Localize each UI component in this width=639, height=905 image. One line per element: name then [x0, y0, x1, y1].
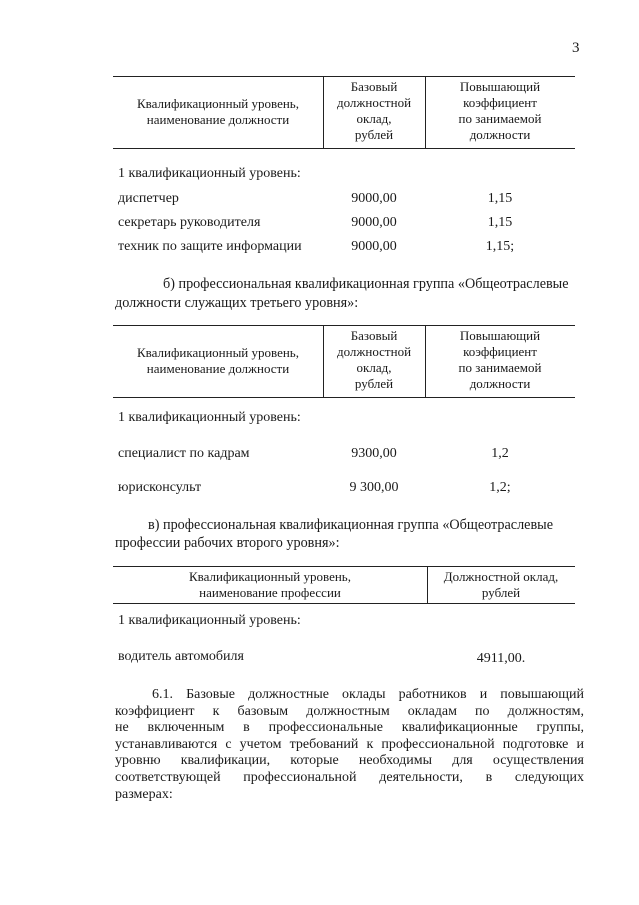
table-1-level-label: 1 квалификационный уровень:	[118, 166, 301, 181]
coefficient-value: 1,15	[487, 215, 513, 230]
paragraph-v-line-2: профессии рабочих второго уровня»:	[115, 535, 340, 551]
position-name: секретарь руководителя	[118, 215, 261, 230]
salary-value: 9 300,00	[349, 480, 399, 495]
paragraph-6-1: 6.1. Базовые должностные оклады работников и повышающий коэффициент к базовым должностным окладам по должностям, не включенным в профессиональные квалификационные группы, устанавливаются с учетом требований к профессиональной подготовке и уровню квалификации, которые необходимы для осуществления соответствующей профессиональной деятельности, в следующих размерах:	[115, 687, 584, 802]
table-2-header-rule	[113, 397, 575, 398]
page-number: 3	[572, 40, 580, 56]
salary-value: 9000,00	[351, 239, 397, 254]
salary-value: 9300,00	[351, 446, 397, 461]
table-3-header-qualification: Квалификационный уровень, наименование профессии	[189, 569, 351, 600]
table-3-level-label: 1 квалификационный уровень:	[118, 613, 301, 628]
coefficient-value: 1,15;	[485, 239, 515, 254]
coefficient-value: 1,2	[491, 446, 509, 461]
salary-value: 4911,00.	[476, 651, 526, 666]
table-2-header-salary: Базовый должностной оклад, рублей	[336, 328, 412, 391]
table-1-header-coefficient: Повышающий коэффициент по занимаемой должности	[458, 79, 542, 142]
table-3-header-salary: Должностной оклад, рублей	[443, 569, 559, 600]
coefficient-value: 1,15	[487, 191, 513, 206]
table-1-header-salary: Базовый должностной оклад, рублей	[336, 79, 412, 142]
table-2-top-rule	[113, 325, 575, 326]
table-3-top-rule	[113, 566, 575, 567]
coefficient-value: 1,2;	[489, 480, 511, 495]
position-name: водитель автомобиля	[118, 649, 244, 664]
table-2-level-label: 1 квалификационный уровень:	[118, 410, 301, 425]
table-1-header-rule	[113, 148, 575, 149]
position-name: диспетчер	[118, 191, 179, 206]
table-2-header-coefficient: Повышающий коэффициент по занимаемой должности	[458, 328, 542, 391]
table-1-top-rule	[113, 76, 575, 77]
paragraph-b-line-2: должности служащих третьего уровня»:	[115, 295, 359, 311]
salary-value: 9000,00	[351, 215, 397, 230]
position-name: техник по защите информации	[118, 239, 302, 254]
table-1-header-qualification: Квалификационный уровень, наименование должности	[137, 96, 299, 127]
paragraph-v-line-1: в) профессиональная квалификационная группа «Общеотраслевые	[148, 517, 553, 533]
salary-value: 9000,00	[351, 191, 397, 206]
position-name: специалист по кадрам	[118, 446, 250, 461]
paragraph-b-line-1: б) профессиональная квалификационная группа «Общеотраслевые	[163, 276, 569, 292]
position-name: юрисконсульт	[118, 480, 202, 495]
table-3-header-rule	[113, 603, 575, 604]
table-2-header-qualification: Квалификационный уровень, наименование должности	[137, 345, 299, 376]
